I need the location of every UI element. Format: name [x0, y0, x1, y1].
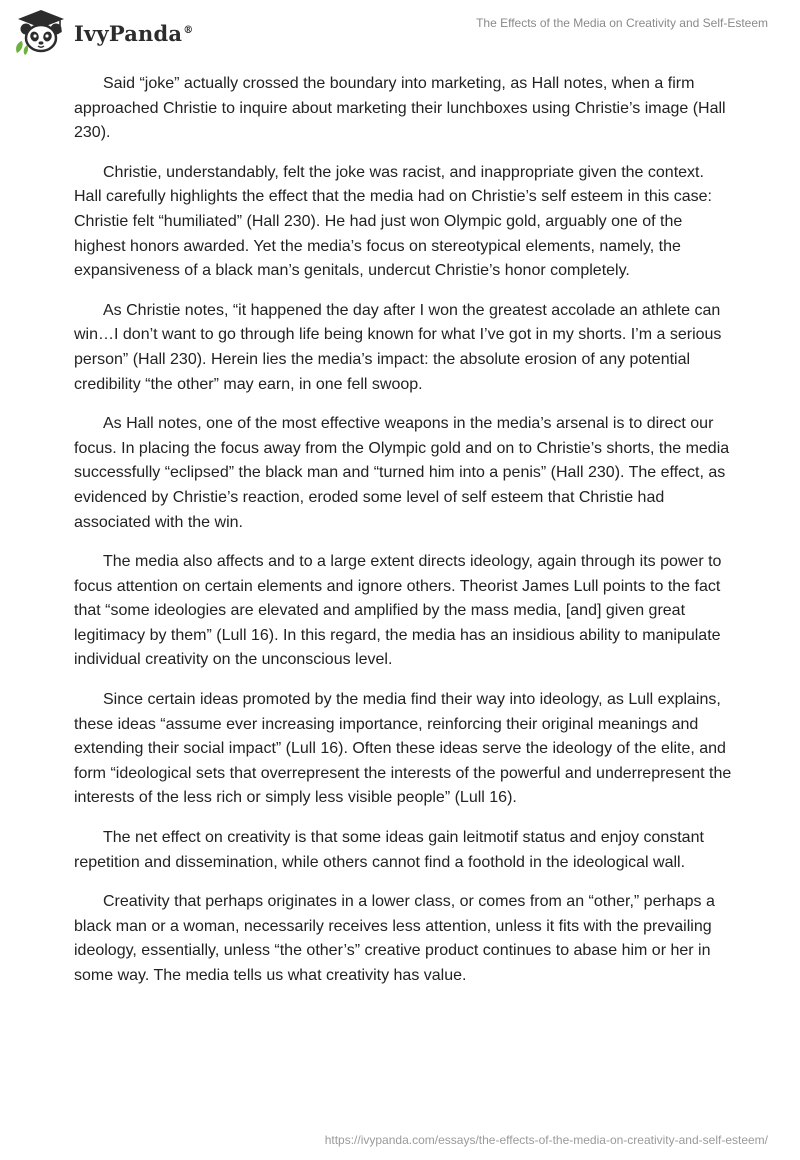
brand-name [74, 21, 193, 46]
ivypanda-logo[interactable] [14, 8, 193, 56]
document-title: The Effects of the Media on Creativity and Self-Esteem [476, 16, 768, 30]
essay-body [74, 72, 734, 1004]
paragraph: Said “joke” actually crossed the boundary into marketing, as Hall notes, when a firm approached Christie to inquire about marketing their lunchboxes using Christie’s image (Hall 230). [74, 75, 726, 142]
page-header [0, 0, 800, 60]
registered-mark: ® [183, 24, 194, 36]
paragraph: The media also affects and to a large extent directs ideology, again through its power to focus attention on certain elements and ignore others. Theorist James Lull points to the fact that “some ideologies are elevated and amplified by the mass media, [and] given great legitimacy by them” (Lull 16). In this regard, the media has an insidious ability to manipulate individual creativity on the unconscious level. [74, 553, 722, 669]
paragraph: As Christie notes, “it happened the day after I won the greatest accolade an athlete can win…I don’t want to go through life being known for what I’ve got in my shorts. I’m a serious person” (Hall 230). Herein lies the media’s impact: the absolute erosion of any potential credibility “the other” may earn, in one fell swoop. [74, 301, 722, 393]
paragraph: Since certain ideas promoted by the media find their way into ideology, as Lull explains, these ideas “assume ever increasing importance, reinforcing their original meanings and extending their social impact” (Lull 16). Often these ideas serve the ideology of the elite, and form “ideological sets that overrepresent the interests of the powerful and underrepresent the interests of the less rich or simply less visible people” (Lull 16). [74, 691, 732, 807]
paragraph: As Hall notes, one of the most effective weapons in the media’s arsenal is to direct our focus. In placing the focus away from the Olympic gold and on to Christie’s shorts, the media successfully “eclipsed” the black man and “turned him into a penis” (Hall 230). The effect, as evidenced by Christie’s reaction, eroded some level of self esteem that Christie had associated with the win. [74, 415, 730, 531]
brand-wordmark: IvyPanda [74, 20, 183, 46]
paragraph: Creativity that perhaps originates in a lower class, or comes from an “other,” perhaps a black man or a woman, necessarily receives less attention, unless it fits with the prevailing ideology, essentially, unless “the other’s” creative product continues to abase him or her in some way. The media tells us what creativity has value. [74, 893, 715, 984]
source-url[interactable]: https://ivypanda.com/essays/the-effects-of-the-media-on-creativity-and-self-esteem/ [324, 1133, 768, 1147]
paragraph: Christie, understandably, felt the joke was racist, and inappropriate given the context. Hall carefully highlights the effect that the media had on Christie’s self esteem in this case: Christie felt “humiliated” (Hall 230). He had just won Olympic gold, arguably one of the highest honors awarded. Yet the media’s focus on stereotypical elements, namely, the expansiveness of a black man’s genitals, undercut Christie’s honor completely. [74, 163, 712, 280]
paragraph: The net effect on creativity is that some ideas gain leitmotif status and enjoy constant repetition and dissemination, while others cannot find a foothold in the ideological wall. [74, 829, 704, 871]
panda-graduate-icon [14, 8, 68, 56]
